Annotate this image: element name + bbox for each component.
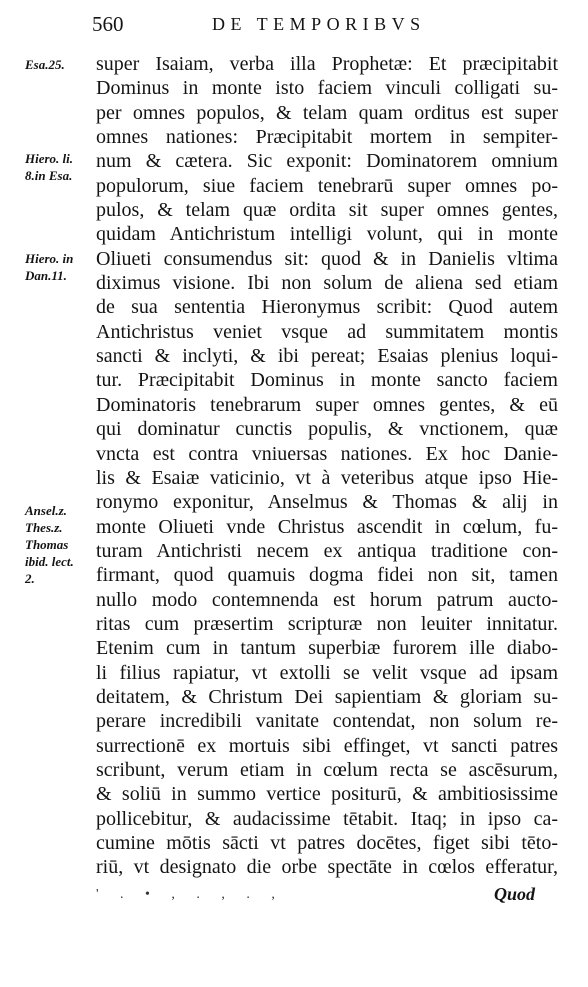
text-line: cumine mōtis sācti vt patres docētes, figet sibi tēto-: [96, 832, 558, 854]
margin-note-line: 2.: [25, 571, 35, 586]
text-line: Dominus in monte isto faciem vinculi colligati su-: [96, 77, 558, 100]
text-line: Antichristus veniet vsque ad summitatem montis: [96, 320, 558, 343]
text-line: perare incredibili vanitate contendat, non solum re-: [96, 710, 558, 733]
text-line: vncta est contra vniuersas nationes. Ex hoc Danie-: [96, 442, 558, 465]
text-line: pulos, & telam quæ ordita sit super omnes gentes,: [96, 199, 558, 222]
text-line: diximus visione. Ibi non solum de aliena sed etiam: [96, 272, 558, 295]
margin-note-line: Dan.11.: [25, 268, 67, 283]
text-line: surrectionē ex mortuis sibi effinget, vt sancti patres: [96, 734, 558, 757]
margin-note-line: Hiero. li.: [25, 151, 74, 166]
margin-note: [25, 56, 103, 73]
margin-note-line: Thomas: [25, 537, 69, 552]
body-text: [96, 52, 558, 880]
text-line: Oliueti consumendus sit: quod & in Danielis vltima: [96, 247, 558, 270]
text-line: nullo modo contemnenda est horum patrum aucto-: [96, 588, 558, 611]
text-line: quidam Antichristum intelligi volunt, qui in monte: [96, 223, 558, 246]
running-title: DE TEMPORIBVS: [212, 14, 426, 34]
margin-note: [25, 250, 103, 284]
page-header: [0, 8, 588, 38]
margin-note-line: Esa.25.: [25, 57, 65, 72]
text-line: & soliū in summo vertice positurū, & ambitiosissime: [96, 783, 558, 806]
margin-note: [25, 150, 103, 184]
text-line: turam Antichristi necem ex antiqua traditione con-: [96, 539, 558, 562]
text-line: Dominatoris tenebrarum super omnes gentes, & eū: [96, 393, 558, 416]
text-line: li filius rapiatur, vt extolli se velit vsque ad ipsam: [96, 661, 558, 684]
margin-note-line: ibid. lect.: [25, 554, 74, 569]
text-line: scribunt, verum etiam in cœlum recta se ascēsurum,: [96, 758, 558, 781]
text-line: de sua sententia Hieronymus scribit: Quod autem: [96, 296, 558, 319]
text-line: omnes nationes: Præcipitabit mortem in sempiter-: [96, 126, 558, 149]
margin-note-line: Hiero. in: [25, 251, 74, 266]
text-line: num & cætera. Sic exponit: Dominatorem omnium: [96, 150, 558, 173]
text-line: ronymo exponitur, Anselmus & Thomas & alij in: [96, 491, 558, 514]
page-number: 560: [92, 12, 124, 36]
margin-note-line: Thes.z.: [25, 520, 63, 535]
text-line: firmant, quod quamuis dogma fidei non sit, tamen: [96, 564, 558, 587]
margin-note-line: 8.in Esa.: [25, 168, 73, 183]
text-line: monte Oliueti vnde Christus ascendit in cœlum, fu-: [96, 515, 558, 538]
text-line: ritas cum præsertim scripturæ non leuiter innitatur.: [96, 612, 558, 635]
text-line: sancti & inclyti, & ibi pereat; Esaias plenius loqui-: [96, 345, 558, 368]
margin-note: [25, 502, 103, 587]
text-line: tur. Præcipitabit Dominus in monte sancto faciem: [96, 369, 558, 392]
text-line: pollicebitur, & audacissime tētabit. Itaq; in ipso ca-: [96, 807, 558, 830]
ink-specks: ' . • , . , . ,: [96, 887, 284, 902]
catchword: Quod: [494, 884, 536, 904]
text-line: lis & Esaiæ vaticinio, vt à veteribus atque ipso Hie-: [96, 466, 558, 489]
text-line: Etenim cum in tantum superbiæ furorem ille diabo-: [96, 637, 558, 660]
text-line: per omnes populos, & telam quam orditus est super: [96, 101, 558, 124]
text-line: super Isaiam, verba illa Prophetæ: Et præcipitabit: [96, 53, 558, 75]
text-line: populorum, siue faciem tenebrarū super omnes po-: [96, 174, 558, 197]
margin-note-line: Ansel.z.: [25, 503, 67, 518]
text-line: qui dominatur cunctis populis, & vnctionem, quæ: [96, 418, 558, 441]
text-line: deitatem, & Christum Dei sapientiam & gloriam su-: [96, 685, 558, 708]
text-line: riū, vt designato die orbe spectāte in cœlos efferatur,: [96, 856, 558, 879]
